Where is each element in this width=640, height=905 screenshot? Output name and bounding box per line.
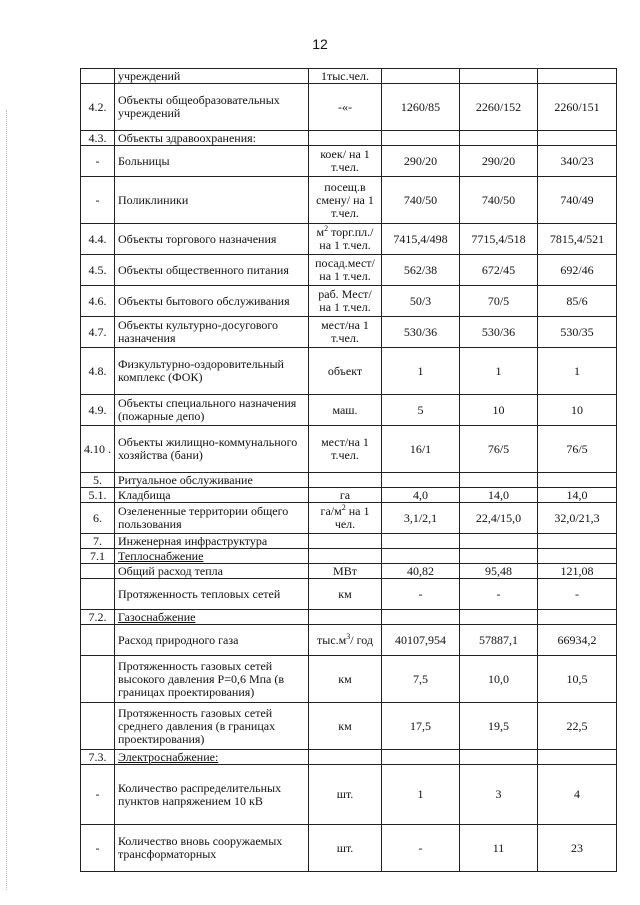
table-row bbox=[81, 255, 617, 286]
value-col-1: 562/38 bbox=[382, 255, 460, 286]
value-col-3 bbox=[538, 473, 617, 488]
row-unit: МВт bbox=[309, 564, 382, 579]
table-row bbox=[81, 224, 617, 255]
row-unit bbox=[309, 610, 382, 625]
value-col-3: 85/6 bbox=[538, 286, 617, 317]
row-number bbox=[81, 69, 115, 84]
value-col-2: 11 bbox=[460, 825, 538, 872]
row-unit: посад.мест/ на 1 т.чел. bbox=[309, 255, 382, 286]
row-name: Газоснабжение bbox=[115, 610, 309, 625]
row-number: 4.7. bbox=[81, 317, 115, 348]
value-col-1: 1 bbox=[382, 765, 460, 825]
value-col-3 bbox=[538, 610, 617, 625]
row-unit bbox=[309, 534, 382, 549]
value-col-3: - bbox=[538, 579, 617, 610]
value-col-3: 4 bbox=[538, 765, 617, 825]
value-col-3 bbox=[538, 534, 617, 549]
table-row bbox=[81, 395, 617, 426]
table-row bbox=[81, 534, 617, 549]
row-number: - bbox=[81, 146, 115, 177]
row-unit: -«- bbox=[309, 84, 382, 131]
value-col-2 bbox=[460, 473, 538, 488]
row-unit: объект bbox=[309, 348, 382, 395]
value-col-3: 121,08 bbox=[538, 564, 617, 579]
row-unit bbox=[309, 503, 382, 534]
value-col-1: 740/50 bbox=[382, 177, 460, 224]
table-row bbox=[81, 765, 617, 825]
row-unit: посещ.в смену/ на 1 т.чел. bbox=[309, 177, 382, 224]
row-name: Кладбища bbox=[115, 488, 309, 503]
row-name: Больницы bbox=[115, 146, 309, 177]
row-name: Протяженность газовых сетей среднего давления (в границах проектирования) bbox=[115, 703, 309, 750]
row-number: 4.4. bbox=[81, 224, 115, 255]
value-col-2 bbox=[460, 534, 538, 549]
table-row bbox=[81, 703, 617, 750]
row-unit bbox=[309, 131, 382, 146]
row-name: Инженерная инфраструктура bbox=[115, 534, 309, 549]
value-col-2: 22,4/15,0 bbox=[460, 503, 538, 534]
value-col-2 bbox=[460, 610, 538, 625]
value-col-3: 740/49 bbox=[538, 177, 617, 224]
table-row bbox=[81, 84, 617, 131]
value-col-3: 530/35 bbox=[538, 317, 617, 348]
row-name: Общий расход тепла bbox=[115, 564, 309, 579]
row-number: 7.1 bbox=[81, 549, 115, 564]
row-unit bbox=[309, 473, 382, 488]
value-col-3: 2260/151 bbox=[538, 84, 617, 131]
table-row bbox=[81, 317, 617, 348]
row-unit bbox=[309, 549, 382, 564]
value-col-2: 14,0 bbox=[460, 488, 538, 503]
unit-text: торг.пл./ на 1 т.чел. bbox=[319, 225, 374, 252]
table-row bbox=[81, 146, 617, 177]
unit-superscript: 2 bbox=[324, 224, 329, 233]
table-row bbox=[81, 564, 617, 579]
row-unit: шт. bbox=[309, 765, 382, 825]
value-col-3: 23 bbox=[538, 825, 617, 872]
value-col-1: 530/36 bbox=[382, 317, 460, 348]
value-col-1: 7,5 bbox=[382, 656, 460, 703]
row-number bbox=[81, 625, 115, 656]
row-unit: мест/на 1 т.чел. bbox=[309, 317, 382, 348]
value-col-1 bbox=[382, 131, 460, 146]
row-name: Объекты торгового назначения bbox=[115, 224, 309, 255]
value-col-3: 10 bbox=[538, 395, 617, 426]
row-unit: км bbox=[309, 703, 382, 750]
table-row bbox=[81, 69, 617, 84]
page-number: 12 bbox=[312, 36, 328, 52]
value-col-1: 40,82 bbox=[382, 564, 460, 579]
row-number: 7.2. bbox=[81, 610, 115, 625]
row-number: 5. bbox=[81, 473, 115, 488]
value-col-2: 2260/152 bbox=[460, 84, 538, 131]
table-row bbox=[81, 348, 617, 395]
row-number: 4.9. bbox=[81, 395, 115, 426]
unit-superscript: 2 bbox=[341, 503, 346, 512]
value-col-3: 692/46 bbox=[538, 255, 617, 286]
table-row bbox=[81, 426, 617, 473]
value-col-3: 7815,4/521 bbox=[538, 224, 617, 255]
row-number: 4.3. bbox=[81, 131, 115, 146]
unit-superscript: 3 bbox=[346, 631, 351, 641]
row-name: Объекты общеобразовательных учреждений bbox=[115, 84, 309, 131]
row-unit: км bbox=[309, 579, 382, 610]
value-col-1: 17,5 bbox=[382, 703, 460, 750]
value-col-3: 32,0/21,3 bbox=[538, 503, 617, 534]
row-unit: га bbox=[309, 488, 382, 503]
row-number bbox=[81, 703, 115, 750]
row-name: Протяженность газовых сетей высокого давления Р=0,6 Мпа (в границах проектирования) bbox=[115, 656, 309, 703]
value-col-1 bbox=[382, 750, 460, 765]
value-col-1: 3,1/2,1 bbox=[382, 503, 460, 534]
value-col-2: 10 bbox=[460, 395, 538, 426]
table-row bbox=[81, 177, 617, 224]
value-col-1: - bbox=[382, 825, 460, 872]
table-row bbox=[81, 579, 617, 610]
value-col-2: - bbox=[460, 579, 538, 610]
value-col-3 bbox=[538, 131, 617, 146]
row-name: Объекты жилищно-коммунального хозяйства (бани) bbox=[115, 426, 309, 473]
row-number: - bbox=[81, 765, 115, 825]
row-number bbox=[81, 564, 115, 579]
unit-prefix: га/м bbox=[320, 504, 342, 518]
unit-text: / год bbox=[350, 632, 373, 647]
value-col-2: 530/36 bbox=[460, 317, 538, 348]
value-col-1: - bbox=[382, 579, 460, 610]
row-number: 7.3. bbox=[81, 750, 115, 765]
row-number: 4.6. bbox=[81, 286, 115, 317]
value-col-1: 1 bbox=[382, 348, 460, 395]
value-col-2: 70/5 bbox=[460, 286, 538, 317]
row-unit: мест/на 1 т.чел. bbox=[309, 426, 382, 473]
value-col-3: 14,0 bbox=[538, 488, 617, 503]
unit-text: на 1 чел. bbox=[334, 504, 370, 531]
row-unit: км bbox=[309, 656, 382, 703]
value-col-3 bbox=[538, 69, 617, 84]
value-col-2 bbox=[460, 549, 538, 564]
value-col-1: 5 bbox=[382, 395, 460, 426]
row-name: Ритуальное обслуживание bbox=[115, 473, 309, 488]
value-col-2: 10,0 bbox=[460, 656, 538, 703]
value-col-3: 1 bbox=[538, 348, 617, 395]
row-number: 4.10 . bbox=[81, 426, 115, 473]
value-col-3: 66934,2 bbox=[538, 625, 617, 656]
value-col-3: 76/5 bbox=[538, 426, 617, 473]
table-row bbox=[81, 286, 617, 317]
table-row bbox=[81, 488, 617, 503]
value-col-2: 1 bbox=[460, 348, 538, 395]
row-unit: шт. bbox=[309, 825, 382, 872]
indicators-table bbox=[80, 68, 617, 872]
row-number: 5.1. bbox=[81, 488, 115, 503]
row-number: 4.8. bbox=[81, 348, 115, 395]
value-col-1: 16/1 bbox=[382, 426, 460, 473]
value-col-1: 50/3 bbox=[382, 286, 460, 317]
row-name: Электроснабжение: bbox=[115, 750, 309, 765]
row-name: Объекты здравоохранения: bbox=[115, 131, 309, 146]
value-col-3: 22,5 bbox=[538, 703, 617, 750]
value-col-2: 57887,1 bbox=[460, 625, 538, 656]
row-name: Протяженность тепловых сетей bbox=[115, 579, 309, 610]
row-name: Объекты бытового обслуживания bbox=[115, 286, 309, 317]
value-col-1: 1260/85 bbox=[382, 84, 460, 131]
table-row bbox=[81, 625, 617, 656]
value-col-3 bbox=[538, 549, 617, 564]
table-row bbox=[81, 131, 617, 146]
row-unit: 1тыс.чел. bbox=[309, 69, 382, 84]
row-number: - bbox=[81, 177, 115, 224]
unit-prefix: м bbox=[316, 225, 325, 239]
row-unit: раб. Мест/ на 1 т.чел. bbox=[309, 286, 382, 317]
row-unit bbox=[309, 625, 382, 656]
value-col-2: 7715,4/518 bbox=[460, 224, 538, 255]
value-col-2: 76/5 bbox=[460, 426, 538, 473]
scan-edge bbox=[6, 110, 8, 890]
value-col-3: 340/23 bbox=[538, 146, 617, 177]
value-col-1 bbox=[382, 549, 460, 564]
row-name: Количество распределительных пунктов напряжением 10 кВ bbox=[115, 765, 309, 825]
row-name: Физкультурно-оздоровительный комплекс (ФОК) bbox=[115, 348, 309, 395]
row-name: Объекты специального назначения (пожарные депо) bbox=[115, 395, 309, 426]
value-col-2: 740/50 bbox=[460, 177, 538, 224]
row-number: 6. bbox=[81, 503, 115, 534]
value-col-2: 290/20 bbox=[460, 146, 538, 177]
row-number: 4.5. bbox=[81, 255, 115, 286]
value-col-1 bbox=[382, 69, 460, 84]
row-name: Объекты общественного питания bbox=[115, 255, 309, 286]
row-number bbox=[81, 656, 115, 703]
table-row bbox=[81, 750, 617, 765]
table-row bbox=[81, 610, 617, 625]
value-col-2 bbox=[460, 131, 538, 146]
row-number: - bbox=[81, 825, 115, 872]
table-row bbox=[81, 549, 617, 564]
value-col-1: 7415,4/498 bbox=[382, 224, 460, 255]
unit-prefix: тыс.м bbox=[317, 632, 347, 647]
row-name: Теплоснабжение bbox=[115, 549, 309, 564]
value-col-1 bbox=[382, 610, 460, 625]
table-row bbox=[81, 656, 617, 703]
row-unit bbox=[309, 750, 382, 765]
row-number: 7. bbox=[81, 534, 115, 549]
table-row bbox=[81, 825, 617, 872]
value-col-3: 10,5 bbox=[538, 656, 617, 703]
value-col-1: 40107,954 bbox=[382, 625, 460, 656]
row-name: Расход природного газа bbox=[115, 625, 309, 656]
row-unit: маш. bbox=[309, 395, 382, 426]
value-col-3 bbox=[538, 750, 617, 765]
value-col-1 bbox=[382, 473, 460, 488]
row-unit: коек/ на 1 т.чел. bbox=[309, 146, 382, 177]
table-row bbox=[81, 473, 617, 488]
row-number bbox=[81, 579, 115, 610]
row-name: Озелененные территории общего пользования bbox=[115, 503, 309, 534]
value-col-1 bbox=[382, 534, 460, 549]
row-name: Количество вновь сооружаемых трансформаторных bbox=[115, 825, 309, 872]
value-col-2 bbox=[460, 750, 538, 765]
value-col-1: 290/20 bbox=[382, 146, 460, 177]
value-col-2: 3 bbox=[460, 765, 538, 825]
value-col-2: 672/45 bbox=[460, 255, 538, 286]
value-col-2: 19,5 bbox=[460, 703, 538, 750]
row-unit bbox=[309, 224, 382, 255]
table-row bbox=[81, 503, 617, 534]
value-col-2: 95,48 bbox=[460, 564, 538, 579]
row-name: учреждений bbox=[115, 69, 309, 84]
row-name: Поликлиники bbox=[115, 177, 309, 224]
row-number: 4.2. bbox=[81, 84, 115, 131]
value-col-1: 4,0 bbox=[382, 488, 460, 503]
row-name: Объекты культурно-досугового назначения bbox=[115, 317, 309, 348]
value-col-2 bbox=[460, 69, 538, 84]
